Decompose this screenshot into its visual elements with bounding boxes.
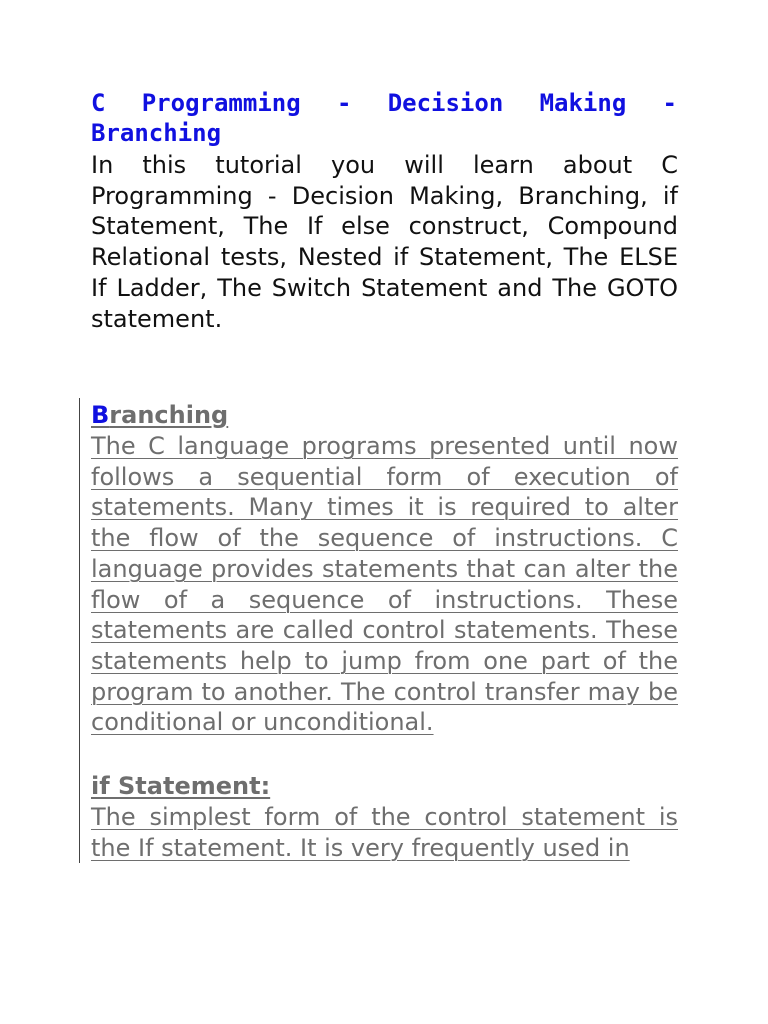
- section-heading-if-statement: if Statement:: [91, 772, 271, 800]
- section-if-statement: [91, 770, 678, 863]
- heading-rest: ranching: [109, 401, 229, 429]
- left-margin-rule: [79, 398, 80, 863]
- section-body-if-statement: The simplest form of the control statement is the If statement. It is very frequently used in: [91, 803, 678, 862]
- heading-initial-letter: B: [91, 401, 110, 429]
- intro-paragraph: In this tutorial you will learn about C Programming - Decision Making, Branching, if Statement, The If else construct, Compound Relational tests, Nested if Statement, The ELSE If Ladder, The Switch Statement and The GOTO statement.: [91, 151, 678, 333]
- section-branching: [91, 399, 678, 738]
- document-title: C Programming - Decision Making - Branching: [91, 89, 677, 147]
- section-body-branching: The C language programs presented until now follows a sequential form of execution of statements. Many times it is required to alter the flow of the sequence of instructions. C language provides statements that can alter the flow of a sequence of instructions. These statements are called control statements. These statements help to jump from one part of the program to another. The control transfer may be conditional or unconditional.: [91, 432, 678, 737]
- section-heading-branching: [91, 399, 678, 431]
